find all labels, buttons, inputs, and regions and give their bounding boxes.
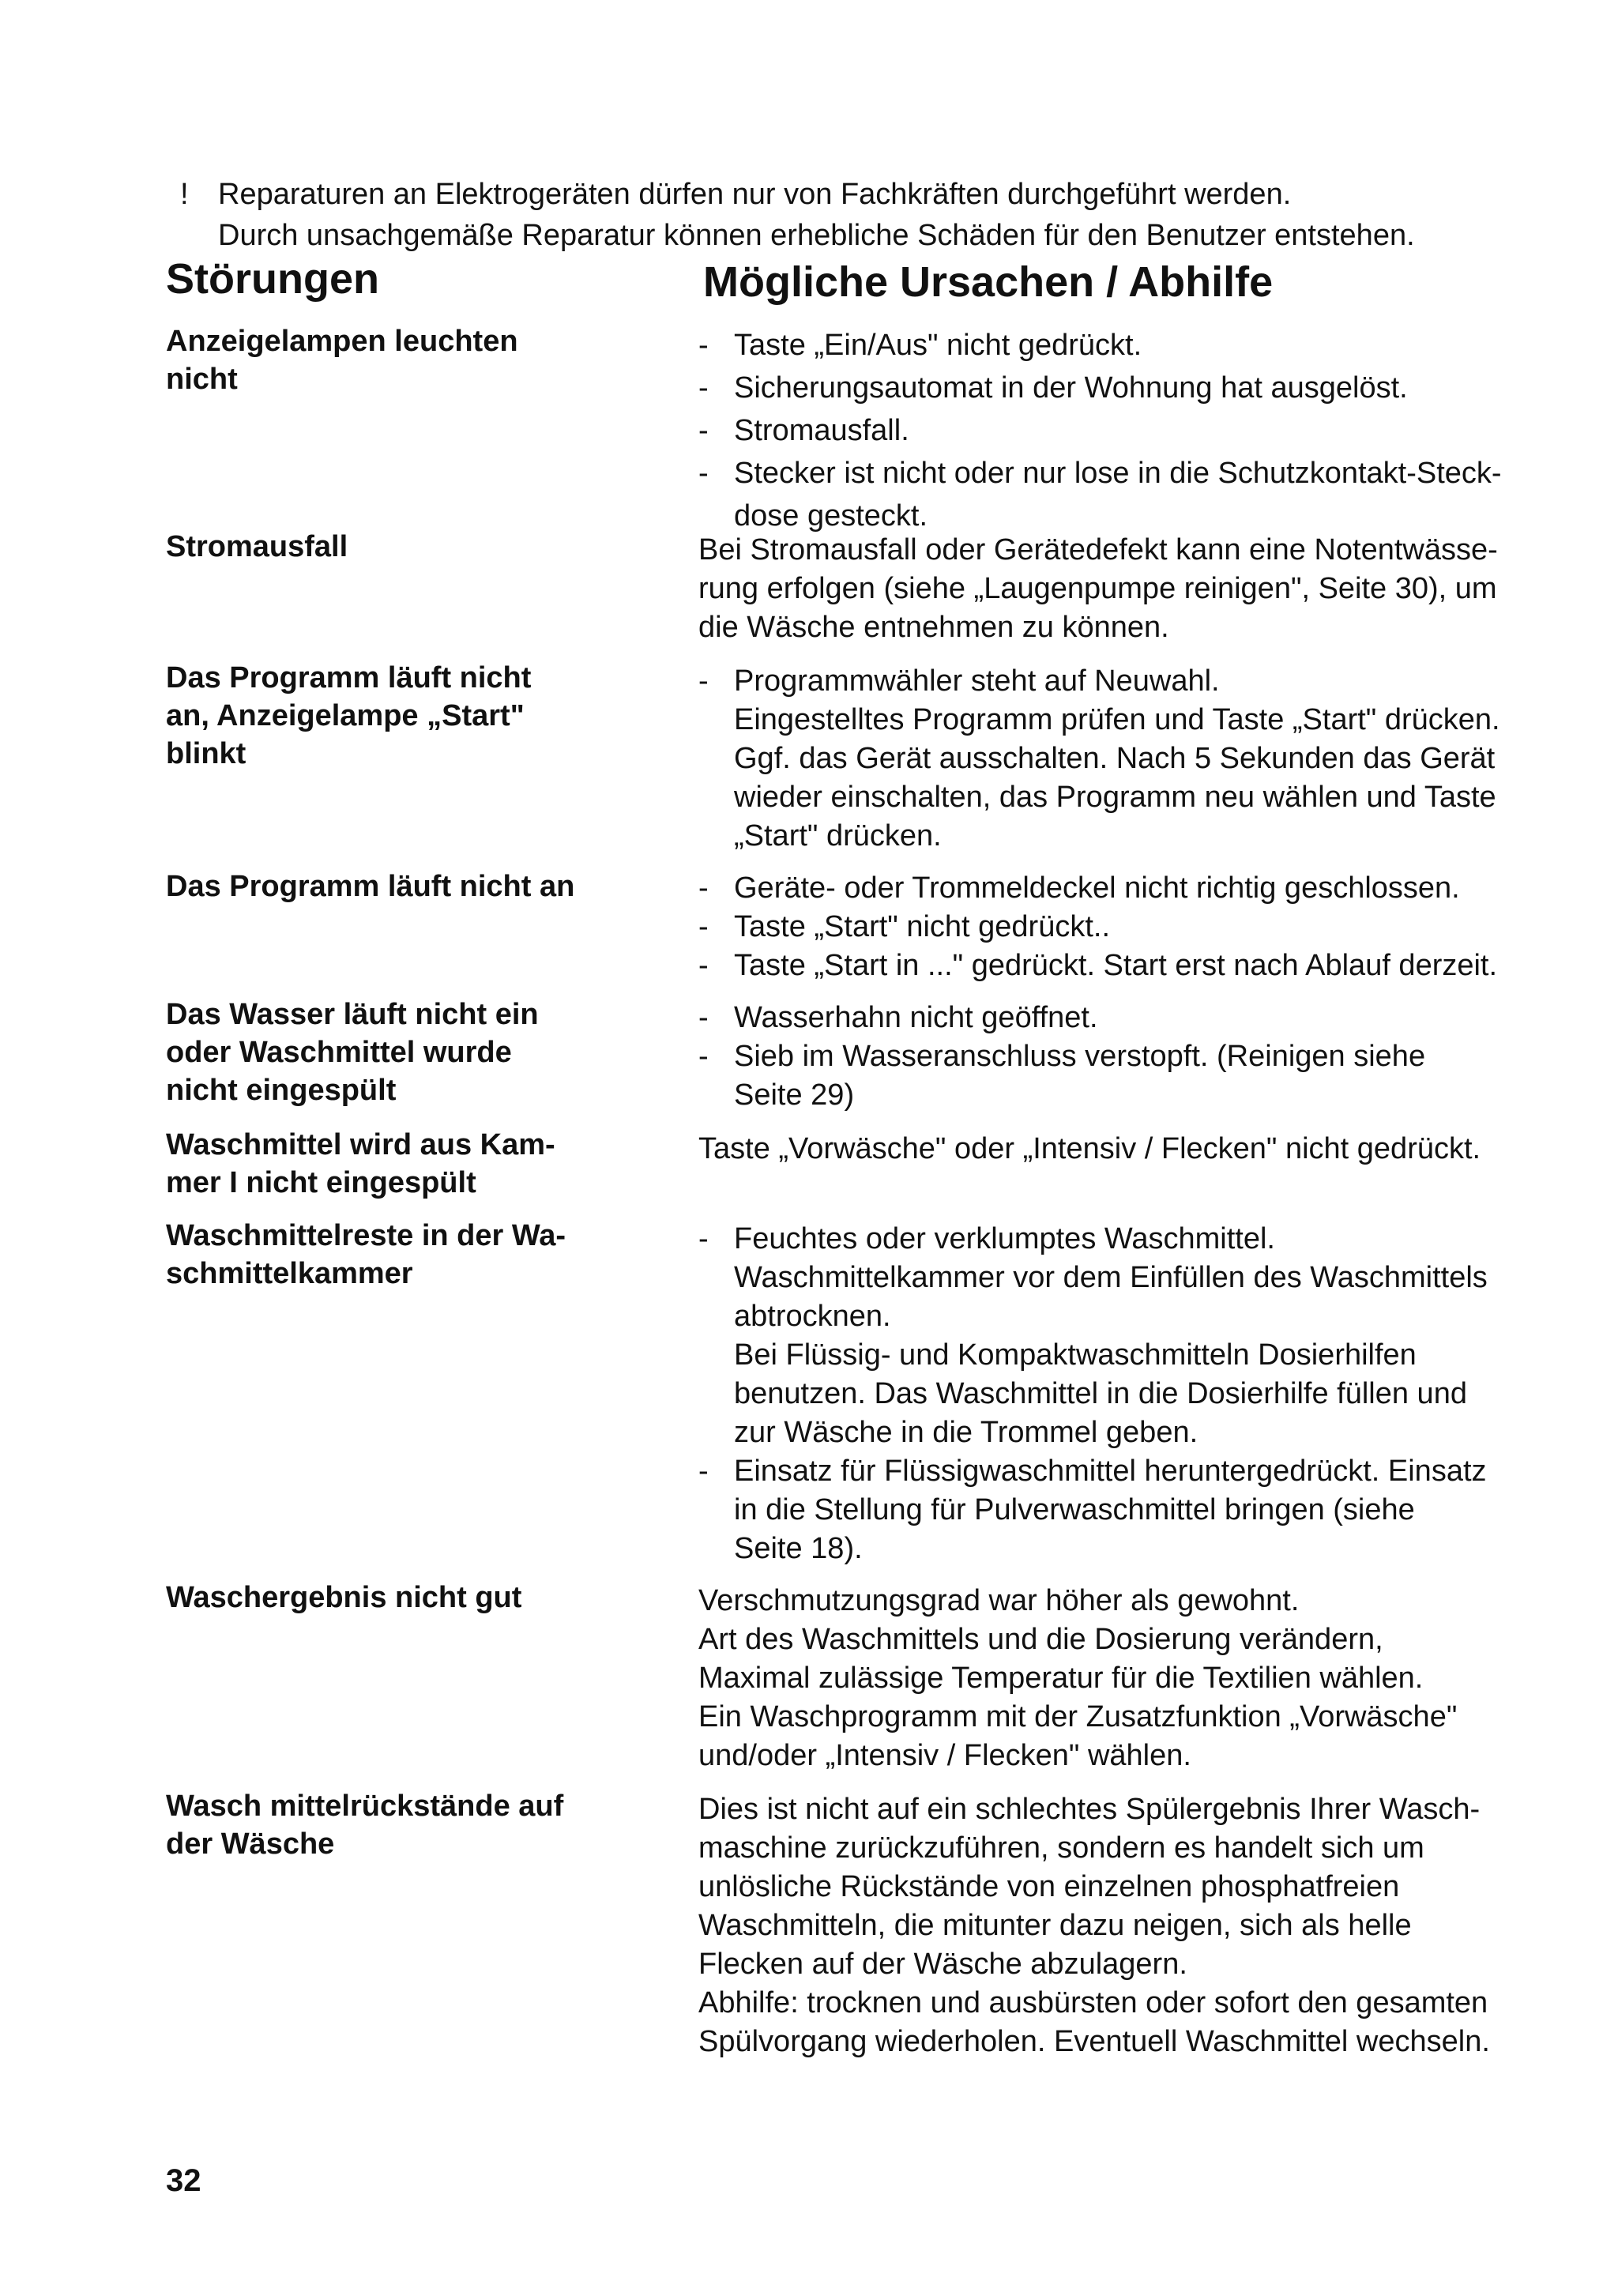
remedy-line <box>698 908 1599 947</box>
bullet-dash: - <box>698 1455 709 1488</box>
problem-line: schmittelkammer <box>166 1257 413 1290</box>
remedy-line-text: rung erfolgen (siehe „Laugenpumpe reinigen", Seite 30), um <box>698 572 1497 605</box>
bullet-dash: - <box>698 1222 709 1255</box>
remedy-line <box>698 324 1599 367</box>
problem-label <box>166 996 640 1109</box>
remedy-line <box>698 1413 1599 1452</box>
remedy-text <box>698 1790 1599 2061</box>
problem-label <box>166 659 640 773</box>
remedy-line-text: „Start" drücken. <box>734 819 942 853</box>
remedy-line-text: Maximal zulässige Temperatur für die Textilien wählen. <box>698 1662 1424 1695</box>
remedy-text <box>698 324 1599 537</box>
remedy-line-text: Sicherungsautomat in der Wohnung hat ausgelöst. <box>734 371 1408 405</box>
remedy-text <box>698 1130 1599 1169</box>
bullet-dash: - <box>698 329 709 362</box>
remedy-text <box>698 531 1599 647</box>
bullet-dash: - <box>698 1040 709 1073</box>
remedy-line <box>698 452 1599 495</box>
remedy-line-text: Waschmitteln, die mitunter dazu neigen, sich als helle <box>698 1909 1412 1942</box>
problem-line: nicht eingespült <box>166 1074 397 1107</box>
remedy-line-text: zur Wäsche in die Trommel geben. <box>734 1416 1198 1449</box>
bullet-dash: - <box>698 457 709 490</box>
remedy-line-text: Bei Stromausfall oder Gerätedefekt kann eine Notentwässe- <box>698 533 1498 566</box>
remedy-line <box>698 817 1599 856</box>
remedy-line-text: Taste „Vorwäsche" oder „Intensiv / Flecken" nicht gedrückt. <box>698 1132 1481 1165</box>
remedy-line-text: Feuchtes oder verklumptes Waschmittel. <box>734 1222 1275 1255</box>
remedy-line-text: Taste „Start in ..." gedrückt. Start erst nach Ablauf derzeit. <box>734 949 1498 982</box>
remedy-line <box>698 1906 1599 1945</box>
bullet-dash: - <box>698 371 709 405</box>
remedy-line <box>698 1829 1599 1868</box>
remedy-line <box>698 1582 1599 1620</box>
problem-line: Das Programm läuft nicht <box>166 661 532 694</box>
remedy-line-text: Taste „Ein/Aus" nicht gedrückt. <box>734 329 1142 362</box>
remedy-line <box>698 1037 1599 1076</box>
remedy-line <box>698 701 1599 740</box>
bullet-dash: - <box>698 871 709 905</box>
remedy-line <box>698 1336 1599 1375</box>
bullet-dash: - <box>698 949 709 982</box>
remedy-line <box>698 1659 1599 1698</box>
problem-line: blinkt <box>166 737 246 770</box>
remedy-line <box>698 367 1599 409</box>
remedy-line <box>698 1868 1599 1906</box>
remedy-line-text: Bei Flüssig- und Kompaktwaschmitteln Dosierhilfen <box>734 1338 1417 1372</box>
problems-heading: Störungen <box>166 255 379 303</box>
remedy-line-text: Ggf. das Gerät ausschalten. Nach 5 Sekunden das Gerät <box>734 742 1496 775</box>
remedy-line <box>698 1130 1599 1169</box>
problem-line: an, Anzeigelampe „Start" <box>166 699 525 732</box>
remedy-line-text: in die Stellung für Pulverwaschmittel bringen (siehe <box>734 1493 1415 1526</box>
remedy-text <box>698 1220 1599 1568</box>
problem-line: mer I nicht eingespült <box>166 1166 476 1199</box>
remedy-line <box>698 1375 1599 1413</box>
warning-line: Reparaturen an Elektrogeräten dürfen nur von Fachkräften durchgeführt werden. <box>218 178 1292 211</box>
remedy-line-text: Ein Waschprogramm mit der Zusatzfunktion „Vorwäsche" <box>698 1700 1458 1733</box>
remedy-line <box>698 608 1599 647</box>
causes-heading: Mögliche Ursachen / Abhilfe <box>703 258 1274 306</box>
remedy-line <box>698 1297 1599 1336</box>
remedy-line <box>698 531 1599 570</box>
remedy-line <box>698 1945 1599 1984</box>
remedy-line <box>698 999 1599 1037</box>
problem-label <box>166 322 640 398</box>
remedy-line <box>698 1259 1599 1297</box>
problem-line: Das Programm läuft nicht an <box>166 870 575 903</box>
remedy-line-text: Dies ist nicht auf ein schlechtes Spülergebnis Ihrer Wasch- <box>698 1793 1481 1826</box>
problem-line: Anzeigelampen leuchten <box>166 325 518 358</box>
remedy-line-text: Geräte- oder Trommeldeckel nicht richtig geschlossen. <box>734 871 1460 905</box>
remedy-line-text: benutzen. Das Waschmittel in die Dosierhilfe füllen und <box>734 1377 1467 1410</box>
remedy-line <box>698 409 1599 452</box>
remedy-line-text: Abhilfe: trocknen und ausbürsten oder sofort den gesamten <box>698 1986 1488 2019</box>
remedy-line <box>698 1530 1599 1568</box>
remedy-text <box>698 662 1599 856</box>
problem-label <box>166 528 640 566</box>
remedy-line <box>698 947 1599 985</box>
problem-line: Waschmittelreste in der Wa- <box>166 1219 566 1252</box>
remedy-line-text: Taste „Start" nicht gedrückt.. <box>734 910 1111 943</box>
remedy-line <box>698 1984 1599 2023</box>
remedy-line-text: Waschmittelkammer vor dem Einfüllen des Waschmittels <box>734 1261 1488 1294</box>
remedy-line-text: wieder einschalten, das Programm neu wählen und Taste <box>734 781 1496 814</box>
remedy-line <box>698 570 1599 608</box>
problem-line: Waschergebnis nicht gut <box>166 1581 522 1614</box>
remedy-line-text: Seite 29) <box>734 1078 855 1112</box>
warning-mark: ! <box>180 178 189 211</box>
remedy-line <box>698 1491 1599 1530</box>
remedy-line-text: Wasserhahn nicht geöffnet. <box>734 1001 1098 1034</box>
remedy-line-text: Eingestelltes Programm prüfen und Taste „Start" drücken. <box>734 703 1500 736</box>
remedy-text <box>698 1582 1599 1775</box>
remedy-line-text: die Wäsche entnehmen zu können. <box>698 611 1169 644</box>
remedy-line-text: dose gesteckt. <box>734 499 928 533</box>
remedy-line-text: Seite 18). <box>734 1532 863 1565</box>
remedy-line-text: maschine zurückzuführen, sondern es handelt sich um <box>698 1831 1424 1865</box>
remedy-line-text: Stromausfall. <box>734 414 909 447</box>
remedy-line <box>698 1698 1599 1737</box>
remedy-line <box>698 1620 1599 1659</box>
bullet-dash: - <box>698 910 709 943</box>
remedy-line-text: Art des Waschmittels und die Dosierung verändern, <box>698 1623 1383 1656</box>
problem-label <box>166 1217 640 1293</box>
bullet-dash: - <box>698 414 709 447</box>
remedy-text <box>698 999 1599 1115</box>
problem-line: nicht <box>166 363 238 396</box>
remedy-line-text: Flecken auf der Wäsche abzulagern. <box>698 1948 1187 1981</box>
remedy-line <box>698 1737 1599 1775</box>
problem-line: oder Waschmittel wurde <box>166 1036 512 1069</box>
remedy-line <box>698 1452 1599 1491</box>
remedy-line <box>698 1220 1599 1259</box>
remedy-line-text: Stecker ist nicht oder nur lose in die Schutzkontakt-Steck- <box>734 457 1502 490</box>
problem-line: Stromausfall <box>166 530 348 563</box>
remedy-line-text: Einsatz für Flüssigwaschmittel heruntergedrückt. Einsatz <box>734 1455 1487 1488</box>
warning-line: Durch unsachgemäße Reparatur können erhebliche Schäden für den Benutzer entstehen. <box>218 219 1415 252</box>
remedy-line-text: und/oder „Intensiv / Flecken" wählen. <box>698 1739 1191 1772</box>
remedy-line-text: Spülvorgang wiederholen. Eventuell Waschmittel wechseln. <box>698 2025 1490 2058</box>
remedy-line <box>698 2023 1599 2061</box>
remedy-line-text: unlösliche Rückstände von einzelnen phosphatfreien <box>698 1870 1400 1903</box>
remedy-line <box>698 1790 1599 1829</box>
remedy-line-text: Sieb im Wasseranschluss verstopft. (Reinigen siehe <box>734 1040 1426 1073</box>
problem-label <box>166 1579 640 1617</box>
bullet-dash: - <box>698 664 709 698</box>
bullet-dash: - <box>698 1001 709 1034</box>
problem-line: Das Wasser läuft nicht ein <box>166 998 539 1031</box>
remedy-line <box>698 778 1599 817</box>
problem-label <box>166 1787 640 1863</box>
remedy-line <box>698 662 1599 701</box>
problem-line: Wasch mittelrückstände auf <box>166 1790 564 1823</box>
remedy-line-text: Verschmutzungsgrad war höher als gewohnt. <box>698 1584 1300 1617</box>
remedy-text <box>698 869 1599 985</box>
problem-label <box>166 868 640 905</box>
remedy-line <box>698 740 1599 778</box>
problem-line: der Wäsche <box>166 1827 335 1861</box>
remedy-line <box>698 869 1599 908</box>
repair-warning <box>180 174 1415 256</box>
page-number: 32 <box>166 2163 201 2198</box>
remedy-line <box>698 1076 1599 1115</box>
remedy-line-text: abtrocknen. <box>734 1300 891 1333</box>
remedy-line-text: Programmwähler steht auf Neuwahl. <box>734 664 1220 698</box>
problem-label <box>166 1126 640 1202</box>
problem-line: Waschmittel wird aus Kam- <box>166 1128 555 1161</box>
